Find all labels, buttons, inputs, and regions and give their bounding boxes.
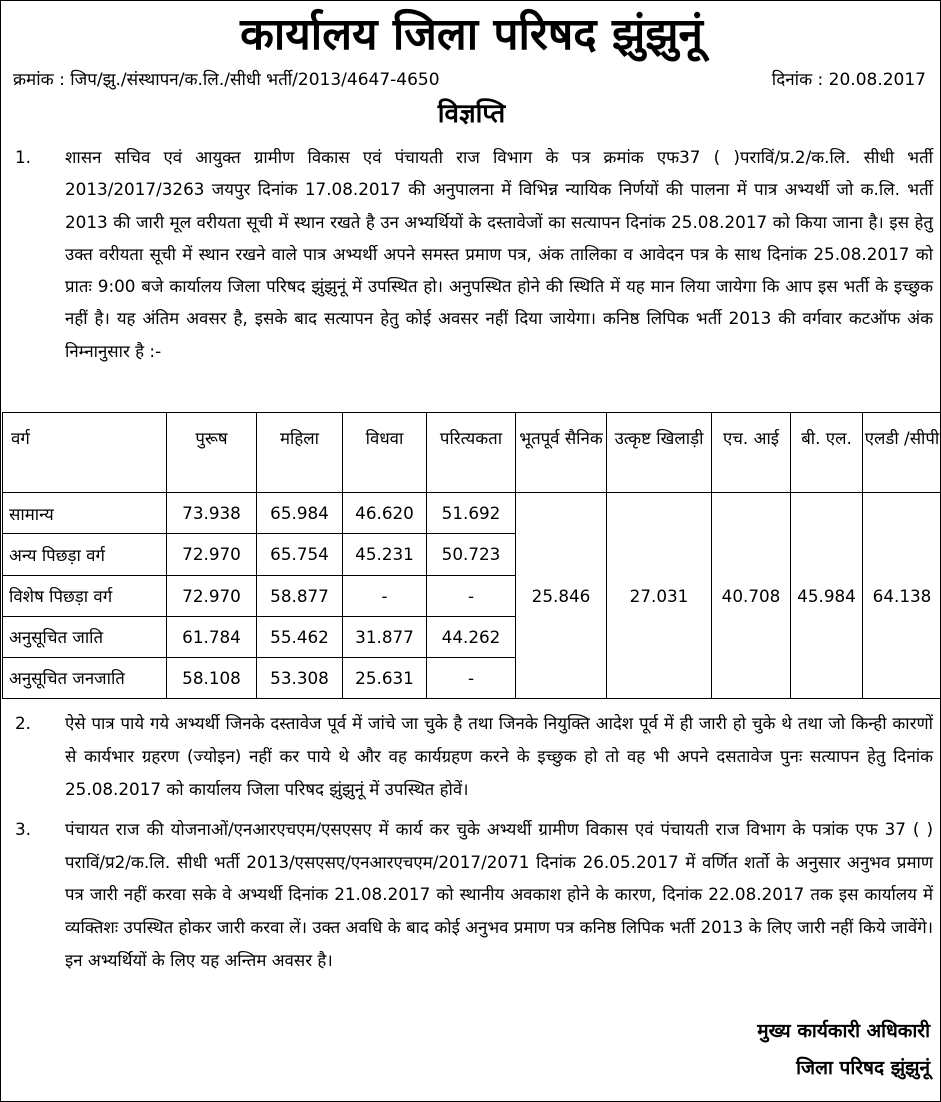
paragraph-1: शासन सचिव एवं आयुक्त ग्रामीण विकास एवं पंचायती राज विभाग के पत्र क्रमांक एफ37 ( )पराविं/प्र.2/क.लि. सीधी भर्ती 2013/2017/3263 जयपुर दिनांक 17.08.2017 की अनुपालना में विभिन्न न्यायिक निर्णयों की पालना में पात्र अभ्यर्थी जो क.लि. भर्ती 2013 की जारी मूल वरीयता सूची में स्थान रखते है उन अभ्यर्थियों के दस्तावेजों का सत्यापन दिनांक 25.08.2017 को किया जाना है। इस हेतु उक्त वरीयता सूची में स्थान रखने वाले पात्र अभ्यर्थी अपने समस्त प्रमाण पत्र, अंक तालिका व आवेदन पत्र के साथ दिनांक 25.08.2017 को प्रातः 9:00 बजे कार्यालय जिला परिषद झुंझुनूं में उपस्थित हो। अनुपस्थित होने की स्थिति में यह मान लिया जायेगा कि आप इस भर्ती के इच्छुक नहीं है। यह अंतिम अवसर है, इसके बाद सत्यापन हेतु कोई अवसर नहीं दिया जायेगा। कनिष्ठ लिपिक भर्ती 2013 की वर्गवार कटऑफ अंक निम्नानुसार है :- — [65, 147, 933, 361]
value-cell: 73.938 — [167, 493, 257, 534]
paragraph-number: 1. — [15, 147, 32, 167]
value-cell: 65.754 — [257, 534, 343, 575]
value-cell: 25.631 — [343, 657, 427, 698]
cutoff-table — [2, 412, 941, 699]
column-header: परित्यकता — [427, 413, 516, 493]
notice-heading: विज्ञप्ति — [437, 99, 506, 129]
value-cell: 61.784 — [167, 616, 257, 657]
value-cell: 45.231 — [343, 534, 427, 575]
value-cell: 55.462 — [257, 616, 343, 657]
column-header: विधवा — [343, 413, 427, 493]
value-cell: 50.723 — [427, 534, 516, 575]
common-value-cell: 25.846 — [516, 493, 607, 699]
common-value-cell: 27.031 — [607, 493, 712, 699]
table-row — [3, 493, 941, 534]
paragraph-number: 2. — [15, 713, 32, 733]
value-cell: 72.970 — [167, 575, 257, 616]
column-header: भूतपूर्व सैनिक — [516, 413, 607, 493]
category-cell: अनुसूचित जनजाति — [3, 657, 167, 698]
column-header: उत्कृष्ट खिलाड़ी — [607, 413, 712, 493]
reference-date: दिनांक : 20.08.2017 — [771, 70, 926, 90]
value-cell: 58.108 — [167, 657, 257, 698]
column-header: महिला — [257, 413, 343, 493]
column-header: पुरूष — [167, 413, 257, 493]
value-cell: - — [427, 657, 516, 698]
signatory-office: जिला परिषद झुंझुनूं — [796, 1057, 930, 1079]
value-cell: 72.970 — [167, 534, 257, 575]
value-cell: 58.877 — [257, 575, 343, 616]
category-cell: अनुसूचित जाति — [3, 616, 167, 657]
category-cell: सामान्य — [3, 493, 167, 534]
signatory-designation: मुख्य कार्यकारी अधिकारी — [757, 1020, 930, 1042]
value-cell: 65.984 — [257, 493, 343, 534]
column-header: एलडी /सीपी — [863, 413, 941, 493]
office-title: कार्यालय जिला परिषद झुंझुनूं — [240, 9, 703, 60]
common-value-cell: 64.138 — [863, 493, 941, 699]
reference-number: क्रमांक : जिप/झु./संस्थापन/क.लि./सीधी भर्ती/2013/4647-4650 — [13, 70, 440, 90]
column-header: बी. एल. — [791, 413, 863, 493]
value-cell: - — [427, 575, 516, 616]
value-cell: - — [343, 575, 427, 616]
paragraph-2: ऐसे पात्र पाये गये अभ्यर्थी जिनके दस्तावेज पूर्व में जांचे जा चुके है तथा जिनके नियुक्ति आदेश पूर्व में ही जारी हो चुके थे तथा जो किन्ही कारणों से कार्यभार ग्रहरण (ज्योइन) नहीं कर पाये थे और वह कार्यग्रहण करने के इच्छुक हो तो वह भी अपने दसतावेज पुनः सत्यापन हेतु दिनांक 25.08.2017 को कार्यालय जिला परिषद झुंझुनूं में उपस्थित होवें। — [65, 713, 933, 799]
common-value-cell: 40.708 — [712, 493, 791, 699]
category-cell: अन्य पिछड़ा वर्ग — [3, 534, 167, 575]
value-cell: 46.620 — [343, 493, 427, 534]
value-cell: 31.877 — [343, 616, 427, 657]
column-header: वर्ग — [3, 413, 167, 493]
value-cell: 53.308 — [257, 657, 343, 698]
category-cell: विशेष पिछड़ा वर्ग — [3, 575, 167, 616]
paragraph-number: 3. — [15, 819, 32, 839]
common-value-cell: 45.984 — [791, 493, 863, 699]
paragraph-3: पंचायत राज की योजनाओं/एनआरएचएम/एसएसए में कार्य कर चुके अभ्यर्थी ग्रामीण विकास एवं पंचायती राज विभाग के पत्रांक एफ 37 ( ) पराविं/प्र2/क.लि. सीधी भर्ती 2013/एसएसए/एनआरएचएम/2017/2071 दिनांक 26.05.2017 में वर्णित शर्तो के अनुसार अनुभव प्रमाण पत्र जारी नहीं करवा सके वे अभ्यर्थी दिनांक 21.08.2017 को स्थानीय अवकाश होने के कारण, दिनांक 22.08.2017 तक इस कार्यालय में व्यक्तिशः उपस्थित होकर जारी करवा लें। उक्त अवधि के बाद कोई अनुभव प्रमाण पत्र कनिष्ठ लिपिक भर्ती 2013 के लिए जारी नहीं किये जावेंगे। इन अभ्यर्थियों के लिए यह अन्तिम अवसर है। — [65, 819, 933, 970]
value-cell: 51.692 — [427, 493, 516, 534]
table-header-row — [3, 413, 941, 493]
value-cell: 44.262 — [427, 616, 516, 657]
column-header: एच. आई — [712, 413, 791, 493]
